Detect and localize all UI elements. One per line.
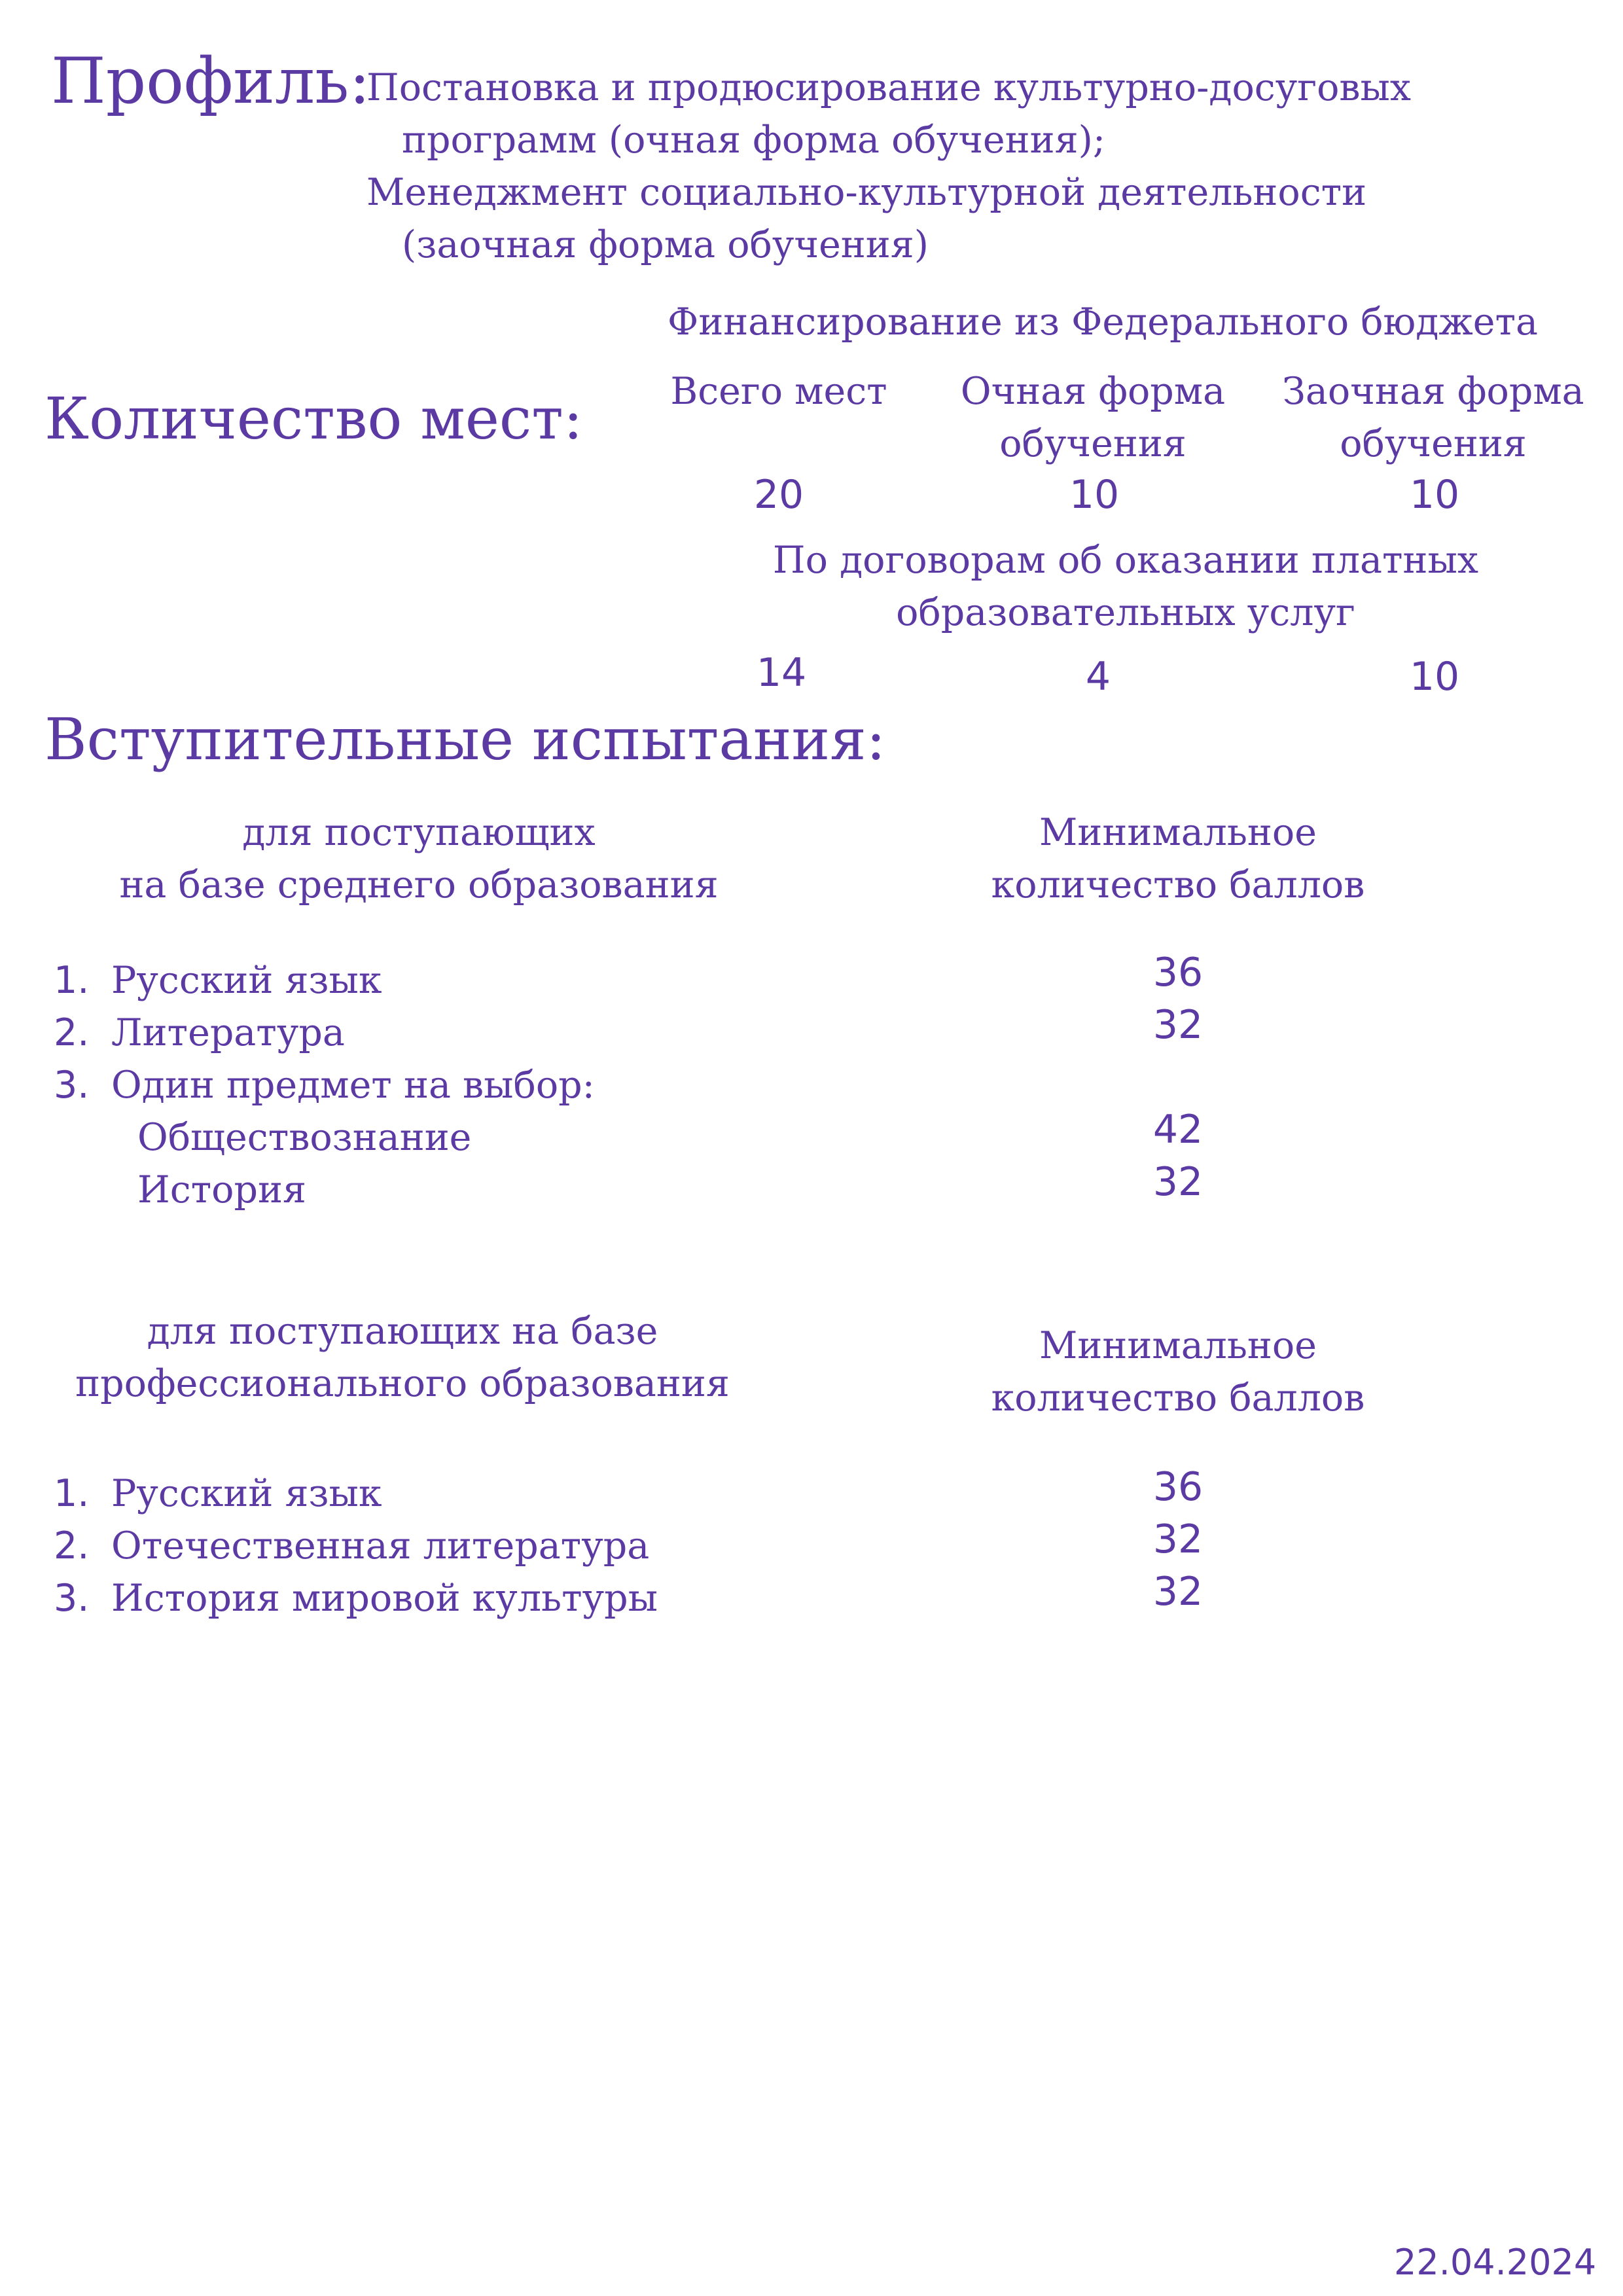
- profile-label: Профиль:: [51, 45, 370, 118]
- subject-name: Литература: [111, 1011, 345, 1054]
- column-total-line1: Всего мест: [670, 370, 887, 413]
- professional-item-3: [54, 1572, 658, 1624]
- paid-header-line1: По договорам об оказании платных: [772, 539, 1479, 582]
- secondary-item-1: [54, 954, 382, 1007]
- federal-fulltime-value: 10: [1069, 472, 1120, 518]
- professional-score-2: 32: [1152, 1516, 1204, 1562]
- professional-min-line1: Минимальное: [1039, 1324, 1317, 1367]
- secondary-header-line2: на базе среднего образования: [119, 863, 719, 906]
- secondary-choice-score-1: 42: [1152, 1107, 1204, 1153]
- exams-label: Вступительные испытания:: [45, 706, 886, 773]
- list-number: 1.: [54, 959, 90, 1002]
- column-fulltime-line2: обучения: [999, 422, 1186, 465]
- profile-line-3: Менеджмент социально-культурной деятельности: [366, 171, 1367, 214]
- list-number: 3.: [54, 1577, 90, 1620]
- secondary-header-line1: для поступающих: [242, 811, 596, 854]
- list-number: 2.: [54, 1011, 90, 1054]
- paid-parttime-value: 10: [1409, 654, 1460, 700]
- secondary-choice-1: Обществознание: [137, 1116, 472, 1159]
- column-fulltime-line1: Очная форма: [960, 370, 1226, 413]
- secondary-score-1: 36: [1152, 950, 1204, 996]
- column-parttime-line2: обучения: [1340, 422, 1527, 465]
- subject-name: Русский язык: [111, 959, 382, 1002]
- federal-parttime-value: 10: [1409, 472, 1460, 518]
- footer-date: 22.04.2024: [1394, 2242, 1597, 2283]
- professional-score-3: 32: [1152, 1569, 1204, 1615]
- subject-name: История мировой культуры: [111, 1577, 658, 1620]
- list-number: 2.: [54, 1524, 90, 1568]
- list-number: 1.: [54, 1472, 90, 1515]
- profile-line-4: (заочная форма обучения): [402, 223, 929, 266]
- secondary-min-line2: количество баллов: [991, 863, 1365, 906]
- profile-line-1: Постановка и продюсирование культурно-досуговых: [366, 66, 1412, 109]
- subject-name: Отечественная литература: [111, 1524, 650, 1568]
- secondary-choice-score-2: 32: [1152, 1159, 1204, 1205]
- subject-name: Русский язык: [111, 1472, 382, 1515]
- profile-line-2: программ (очная форма обучения);: [402, 118, 1106, 162]
- secondary-choice-2: История: [137, 1168, 306, 1211]
- secondary-item-3: [54, 1059, 595, 1111]
- column-parttime-line1: Заочная форма: [1282, 370, 1584, 413]
- paid-total-value: 14: [756, 650, 807, 696]
- professional-min-line2: количество баллов: [991, 1376, 1365, 1420]
- subject-name: Один предмет на выбор:: [111, 1064, 595, 1107]
- professional-score-1: 36: [1152, 1464, 1204, 1510]
- federal-funding-header: Финансирование из Федерального бюджета: [668, 300, 1539, 344]
- secondary-score-2: 32: [1152, 1002, 1204, 1048]
- secondary-item-2: [54, 1007, 345, 1059]
- paid-header-line2: образовательных услуг: [896, 591, 1355, 634]
- federal-total-value: 20: [753, 472, 804, 518]
- secondary-min-line1: Минимальное: [1039, 811, 1317, 854]
- places-label: Количество мест:: [45, 385, 583, 452]
- professional-header-line2: профессионального образования: [75, 1362, 730, 1405]
- list-number: 3.: [54, 1064, 90, 1107]
- paid-fulltime-value: 4: [1085, 654, 1111, 700]
- professional-item-1: [54, 1467, 382, 1520]
- professional-item-2: [54, 1520, 649, 1572]
- professional-header-line1: для поступающих на базе: [147, 1310, 658, 1353]
